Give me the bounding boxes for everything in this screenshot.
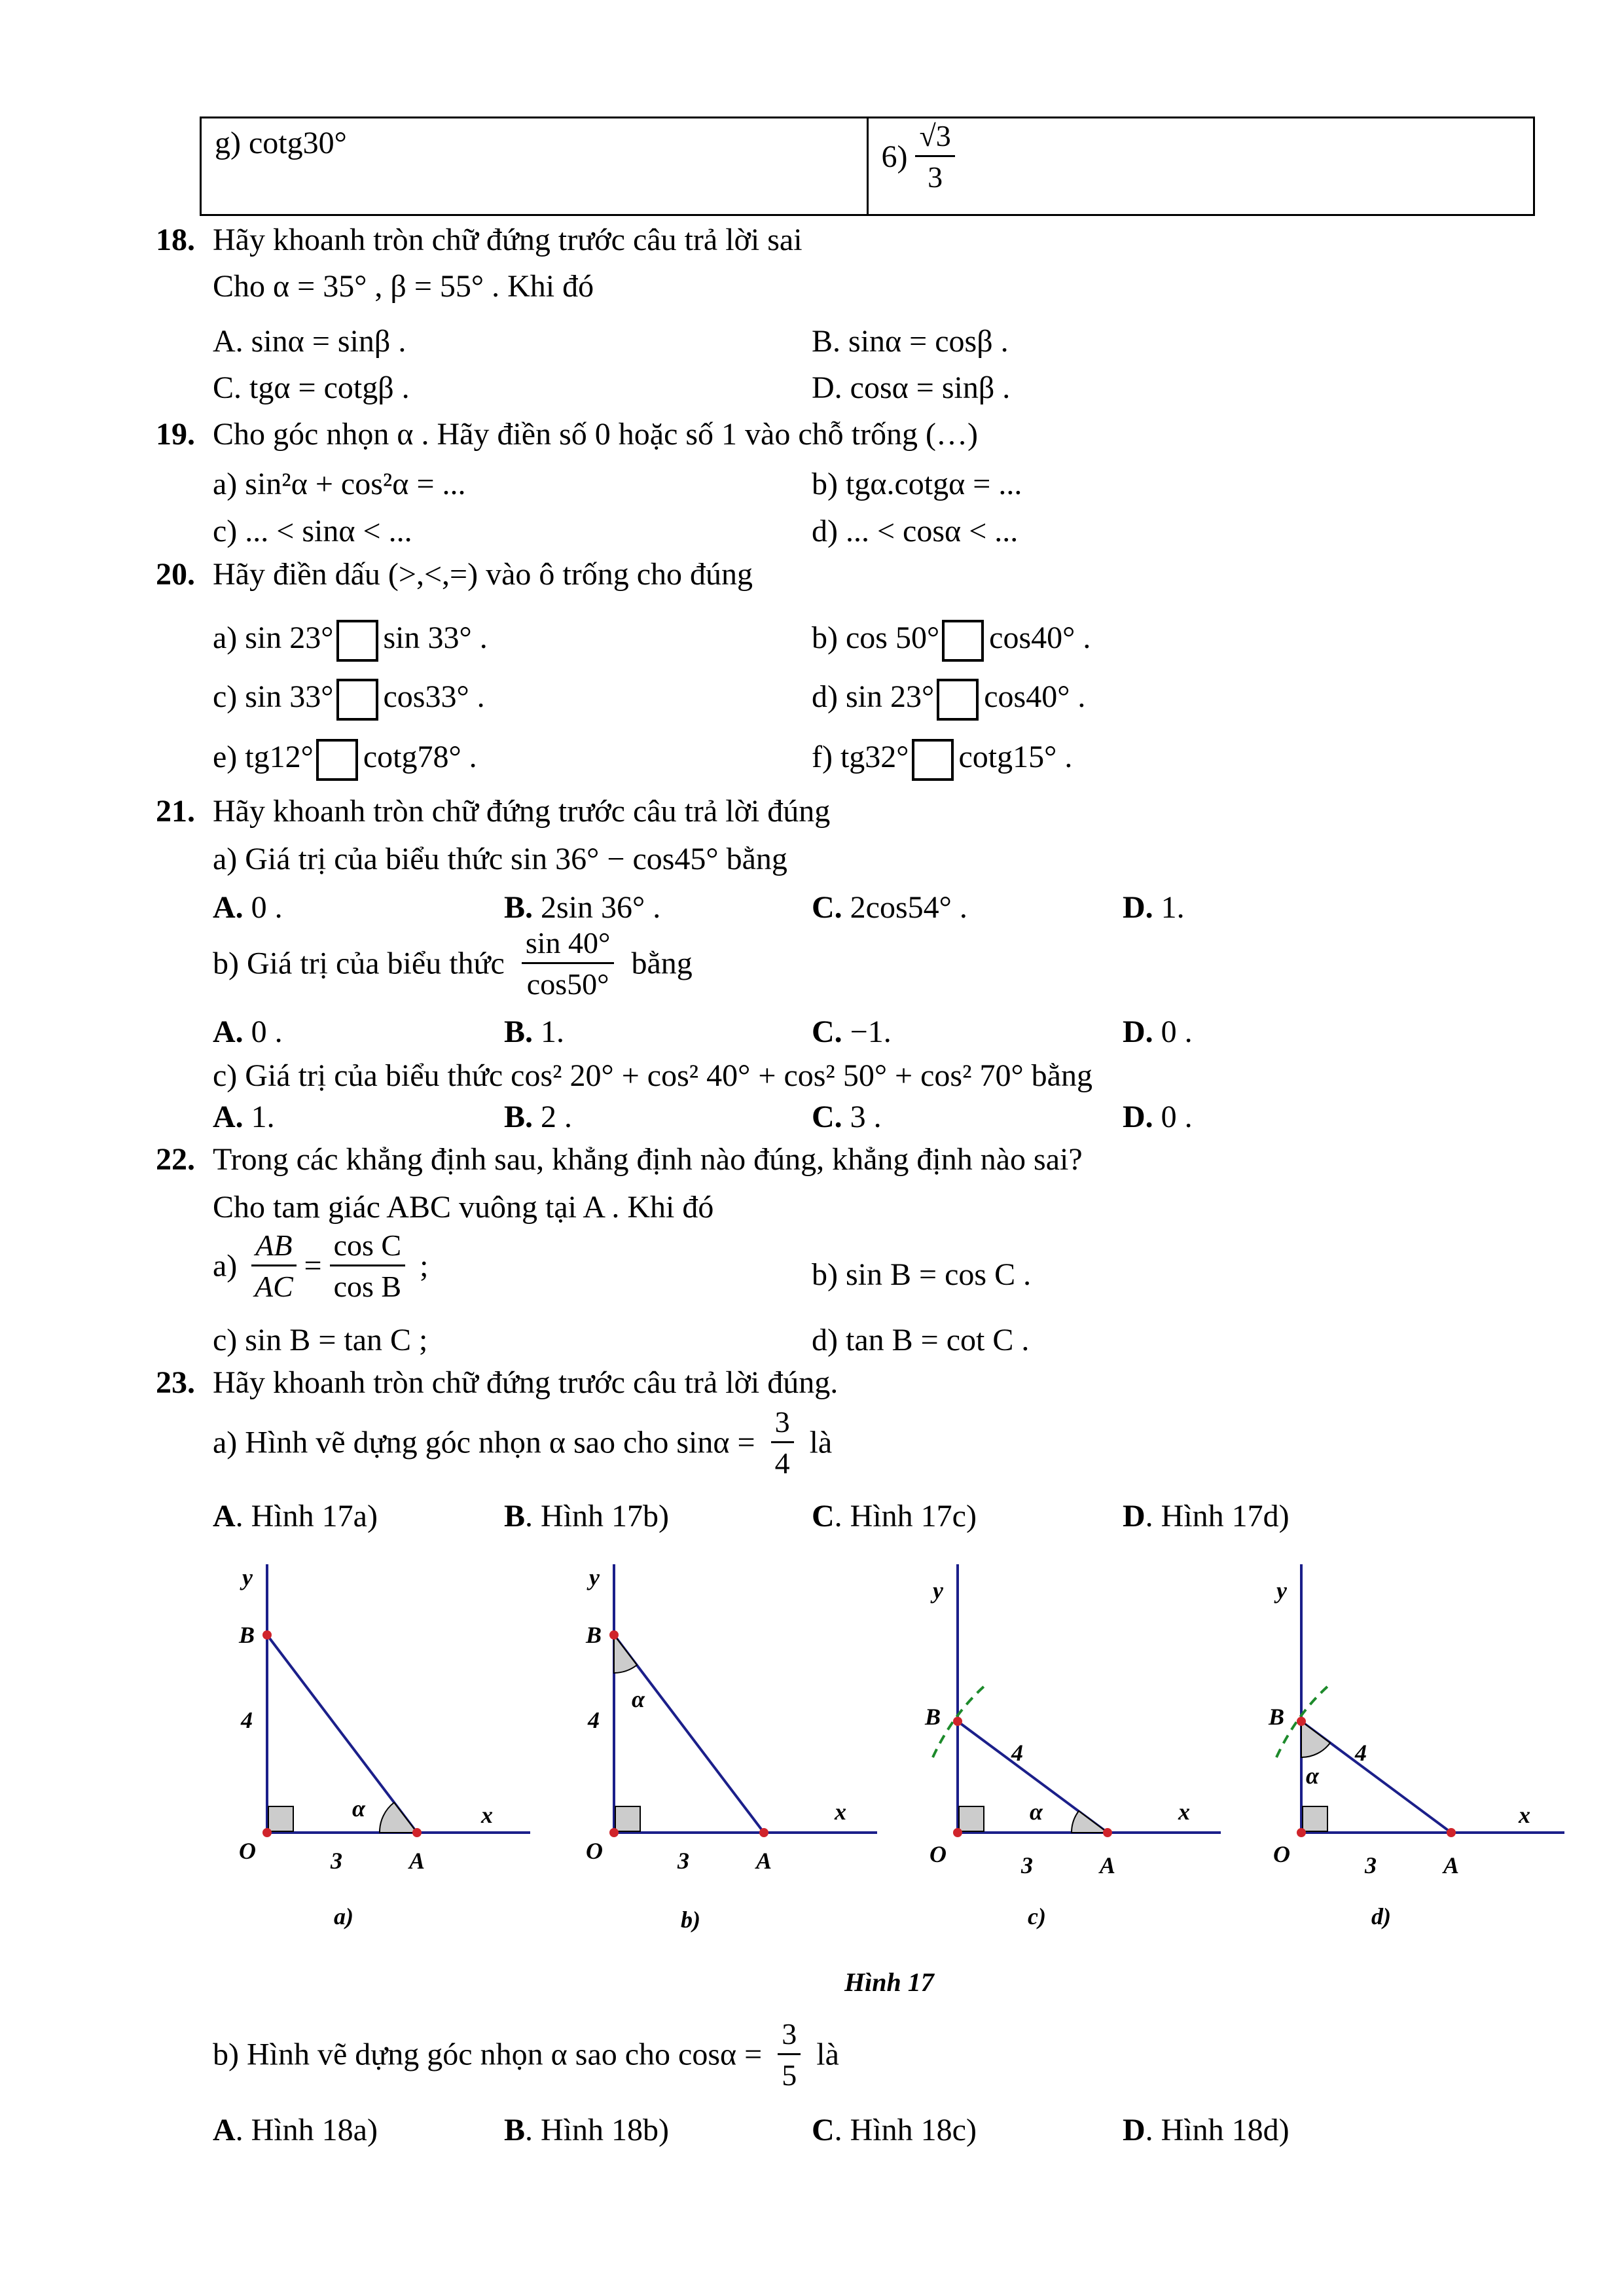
cosc-over-cosb: $\frac{\text{cos C}}{\text{cos B}}$ xyxy=(330,1230,406,1302)
q22-prompt: Trong các khẳng định sau, khẳng định nào đúng, khẳng định nào sai? xyxy=(213,1142,1083,1177)
q23a-option-c: C. Hình 17c) xyxy=(812,1499,977,1534)
q23b-option-a: A. Hình 18a) xyxy=(213,2113,378,2147)
q21a-option-b: B. 2sin 36° . xyxy=(504,890,661,925)
label-o: O xyxy=(1273,1841,1290,1867)
right-angle-mark xyxy=(1303,1806,1327,1831)
label-o: O xyxy=(239,1838,256,1864)
label-b: B xyxy=(239,1622,255,1648)
q21-prompt: Hãy khoanh tròn chữ đứng trước câu trả lời đúng xyxy=(213,794,831,829)
label-x: x xyxy=(1178,1799,1190,1825)
point-o xyxy=(1297,1828,1306,1837)
table-cell-left: g) cotg30° xyxy=(201,118,868,215)
table-cell-right xyxy=(867,118,1534,215)
answer-box[interactable] xyxy=(336,620,378,662)
q23b-option-c: C. Hình 18c) xyxy=(812,2113,977,2147)
q19-prompt: Cho góc nhọn α . Hãy điền số 0 hoặc số 1 vào chỗ trống (…) xyxy=(213,417,978,452)
panel-label-d: d) xyxy=(1371,1903,1391,1929)
label-b: B xyxy=(586,1622,602,1648)
table-row xyxy=(201,118,1534,215)
point-b xyxy=(1297,1717,1306,1726)
label-a: A xyxy=(756,1848,772,1874)
point-o xyxy=(953,1828,962,1837)
label-a: A xyxy=(1443,1852,1460,1878)
label-y: y xyxy=(589,1564,600,1590)
q23b-option-d: D. Hình 18d) xyxy=(1123,2113,1290,2147)
point-a xyxy=(412,1828,422,1837)
point-a xyxy=(1447,1828,1456,1837)
label-alpha: α xyxy=(352,1795,365,1821)
answer-table xyxy=(200,117,1535,216)
q21c-option-b: B. 2 . xyxy=(504,1100,573,1134)
label-three: 3 xyxy=(1365,1852,1377,1878)
q23-number: 23. xyxy=(156,1365,195,1400)
q21b-prompt-line: b) Giá trị của biểu thức $\frac{\sin 40^\circ}{\cos 50^\circ}$ bằng xyxy=(213,926,693,1001)
label-four: 4 xyxy=(1011,1740,1023,1766)
q21a-option-d: D. 1. xyxy=(1123,890,1185,925)
point-a xyxy=(759,1828,768,1837)
q22-number: 22. xyxy=(156,1142,195,1177)
q18-given: Cho α = 35° , β = 55° . Khi đó xyxy=(213,269,594,304)
q18-option-b: B. sinα = cosβ . xyxy=(812,324,1009,359)
point-o xyxy=(262,1828,272,1837)
label-y: y xyxy=(242,1564,253,1590)
q21a-option-a: A. 0 . xyxy=(213,890,283,925)
q22-given: Cho tam giác ABC vuông tại A . Khi đó xyxy=(213,1190,714,1225)
answer-box[interactable] xyxy=(336,679,378,721)
label-four: 4 xyxy=(588,1707,600,1733)
label-x: x xyxy=(481,1802,493,1828)
q22-statement-a: a) $\frac{AB}{AC}$ = $\frac{\text{cos C}}{\text{cos B}}$ ; xyxy=(213,1229,429,1303)
ab-over-ac: $\frac{AB}{AC}$ xyxy=(251,1230,296,1302)
q19-number: 19. xyxy=(156,417,195,452)
label-alpha: α xyxy=(1030,1799,1043,1825)
angle-alpha-arc xyxy=(1072,1811,1108,1833)
label-a: A xyxy=(409,1848,425,1874)
q20-item-f: f) tg32° cotg15° . xyxy=(812,738,1072,781)
q20-item-e: e) tg12° cotg78° . xyxy=(213,738,477,781)
q21a-option-c: C. 2cos54° . xyxy=(812,890,967,925)
figure-17d xyxy=(1268,1564,1564,1929)
q21-number: 21. xyxy=(156,794,195,829)
q21a-prompt: a) Giá trị của biểu thức sin 36° − cos45° bằng xyxy=(213,842,787,876)
q23-prompt: Hãy khoanh tròn chữ đứng trước câu trả lời đúng. xyxy=(213,1365,839,1400)
q23a-option-b: B. Hình 17b) xyxy=(504,1499,669,1534)
label-alpha: α xyxy=(632,1686,645,1712)
q20-item-b: b) cos 50° cos40° . xyxy=(812,619,1091,662)
q20-item-d: d) sin 23° cos40° . xyxy=(812,677,1085,721)
answer-box[interactable] xyxy=(316,739,358,781)
sqrt3-over-3: $\frac{√3}{3}$ xyxy=(915,121,954,192)
q23b-option-b: B. Hình 18b) xyxy=(504,2113,669,2147)
label-three: 3 xyxy=(1021,1852,1033,1878)
label-x: x xyxy=(835,1799,846,1825)
q21c-option-c: C. 3 . xyxy=(812,1100,882,1134)
point-o xyxy=(609,1828,619,1837)
angle-alpha-arc xyxy=(614,1635,637,1673)
figure-17b xyxy=(585,1564,877,1933)
angle-alpha-arc xyxy=(380,1803,417,1833)
q21b-option-a: A. 0 . xyxy=(213,1014,283,1049)
answer-box[interactable] xyxy=(912,739,954,781)
answer-box[interactable] xyxy=(937,679,979,721)
figure-17 xyxy=(223,1558,1584,1937)
q23b-prompt-line: b) Hình vẽ dựng góc nhọn α sao cho cosα = $\frac{3}{5}$ là xyxy=(213,2017,839,2092)
q22-statement-d: d) tan B = cot C . xyxy=(812,1323,1030,1357)
q18-option-a: A. sinα = sinβ . xyxy=(213,324,406,359)
label-o: O xyxy=(586,1838,603,1864)
label-x: x xyxy=(1519,1802,1530,1828)
figure-17c xyxy=(924,1564,1221,1929)
q19-option-b: b) tgα.cotgα = ... xyxy=(812,467,1022,501)
q21c-option-d: D. 0 . xyxy=(1123,1100,1193,1134)
right-angle-mark xyxy=(268,1806,293,1831)
q21b-option-c: C. −1. xyxy=(812,1014,892,1049)
q19-option-d: d) ... < cosα < ... xyxy=(812,514,1019,548)
panel-label-a: a) xyxy=(334,1903,353,1929)
label-o: O xyxy=(929,1841,947,1867)
q23a-option-a: A. Hình 17a) xyxy=(213,1499,378,1534)
q18-option-c: C. tgα = cotgβ . xyxy=(213,370,410,405)
angle-alpha-arc xyxy=(1301,1721,1330,1757)
label-a: A xyxy=(1100,1852,1116,1878)
point-b xyxy=(262,1630,272,1640)
figure-caption: Hình 17 xyxy=(844,1967,934,1997)
label-alpha: α xyxy=(1306,1763,1319,1789)
label-b: B xyxy=(925,1704,941,1730)
q20-item-c: c) sin 33° cos33° . xyxy=(213,677,485,721)
table-right-prefix: 6) xyxy=(881,139,908,174)
q20-number: 20. xyxy=(156,557,195,592)
q23a-option-d: D. Hình 17d) xyxy=(1123,1499,1290,1534)
q21b-option-d: D. 0 . xyxy=(1123,1014,1193,1049)
panel-label-b: b) xyxy=(681,1907,700,1933)
q22-statement-b: b) sin B = cos C . xyxy=(812,1257,1032,1292)
point-a xyxy=(1103,1828,1112,1837)
three-over-five: $\frac{3}{5}$ xyxy=(778,2019,801,2090)
q18-number: 18. xyxy=(156,223,195,257)
q18-option-d: D. cosα = sinβ . xyxy=(812,370,1011,405)
q20-item-a: a) sin 23° sin 33° . xyxy=(213,619,488,662)
q21c-option-a: A. 1. xyxy=(213,1100,275,1134)
label-b: B xyxy=(1269,1704,1285,1730)
q18-prompt: Hãy khoanh tròn chữ đứng trước câu trả lời sai xyxy=(213,223,803,257)
label-four: 4 xyxy=(1355,1740,1367,1766)
three-over-four: $\frac{3}{4}$ xyxy=(771,1407,794,1479)
label-y: y xyxy=(1276,1577,1287,1604)
q23a-prompt-line: a) Hình vẽ dựng góc nhọn α sao cho sinα = $\frac{3}{4}$ là xyxy=(213,1405,833,1480)
q21c-prompt: c) Giá trị của biểu thức cos² 20° + cos² 40° + cos² 50° + cos² 70° bằng xyxy=(213,1058,1092,1093)
label-y: y xyxy=(933,1577,943,1604)
point-b xyxy=(609,1630,619,1640)
answer-box[interactable] xyxy=(942,620,984,662)
right-angle-mark xyxy=(959,1806,984,1831)
q22-statement-c: c) sin B = tan C ; xyxy=(213,1323,428,1357)
q21b-option-b: B. 1. xyxy=(504,1014,565,1049)
figure-17a xyxy=(238,1564,530,1929)
q20-prompt: Hãy điền dấu (>,<,=) vào ô trống cho đúng xyxy=(213,557,753,592)
right-angle-mark xyxy=(615,1806,640,1831)
label-three: 3 xyxy=(677,1848,689,1874)
panel-label-c: c) xyxy=(1028,1903,1046,1929)
q19-option-a: a) sin²α + cos²α = ... xyxy=(213,467,466,501)
label-three: 3 xyxy=(331,1848,342,1874)
label-four: 4 xyxy=(241,1707,253,1733)
point-b xyxy=(953,1717,962,1726)
q19-option-c: c) ... < sinα < ... xyxy=(213,514,412,548)
sin40-over-cos50: $\frac{\sin 40^\circ}{\cos 50^\circ}$ xyxy=(522,928,615,999)
